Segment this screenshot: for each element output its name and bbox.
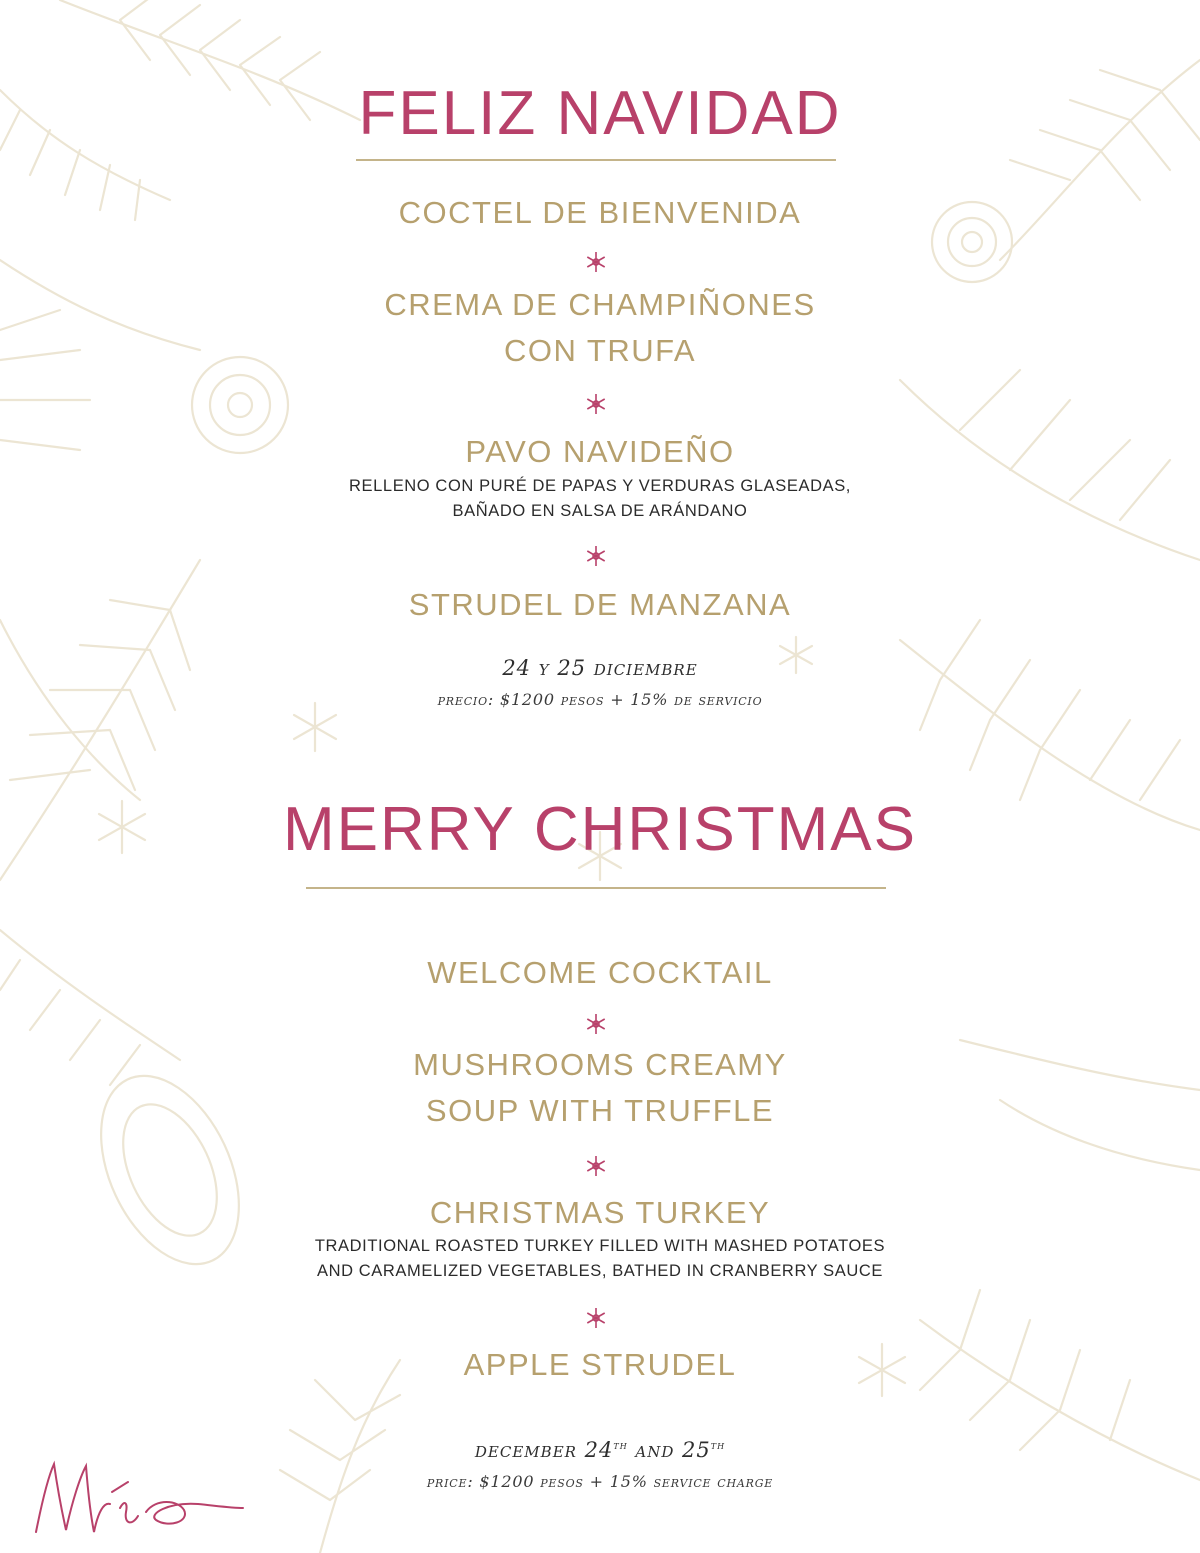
snowflake-icon [584, 544, 608, 568]
course-turkey-en: CHRISTMAS TURKEY [429, 1195, 771, 1230]
course-turkey-description-es: RELLENO CON PURÉ DE PAPAS Y VERDURAS GLASEADAS, BAÑADO EN SALSA DE ARÁNDANO [349, 477, 851, 520]
course-turkey-description-en: TRADITIONAL ROASTED TURKEY FILLED WITH MASHED POTATOES AND CARAMELIZED VEGETABLES, BATHED IN CRANBERRY SAUCE [314, 1237, 886, 1280]
course-mushroom-soup-en: MUSHROOMS CREAMY SOUP WITH TRUFFLE [413, 1047, 787, 1128]
course-welcome-cocktail-es: COCTEL DE BIENVENIDA [398, 195, 802, 230]
course-strudel-es: STRUDEL DE MANZANA [408, 587, 792, 622]
course-turkey-es: PAVO NAVIDEÑO [465, 434, 735, 469]
price-es: precio: $1200 pesos + 15% de servicio [437, 690, 763, 709]
snowflake-icon [584, 1306, 608, 1330]
title-feliz-navidad: FELIZ NAVIDAD [358, 79, 842, 148]
mio-logo [28, 1452, 248, 1542]
snowflake-icon [584, 392, 608, 416]
price-en: price: $1200 pesos + 15% service charge [426, 1472, 774, 1491]
snowflake-icon [584, 250, 608, 274]
course-strudel-en: APPLE STRUDEL [463, 1347, 737, 1382]
event-date-en: december 24th and 25th [474, 1438, 726, 1462]
course-mushroom-soup-es: CREMA DE CHAMPIÑONES CON TRUFA [384, 287, 816, 368]
title-underline [306, 887, 886, 889]
title-underline [356, 159, 836, 161]
event-date-es: 24 y 25 diciembre [502, 656, 698, 680]
snowflake-icon [584, 1154, 608, 1178]
snowflake-icon [584, 1012, 608, 1036]
course-welcome-cocktail-en: WELCOME COCKTAIL [427, 955, 773, 990]
title-merry-christmas: MERRY CHRISTMAS [282, 795, 917, 864]
